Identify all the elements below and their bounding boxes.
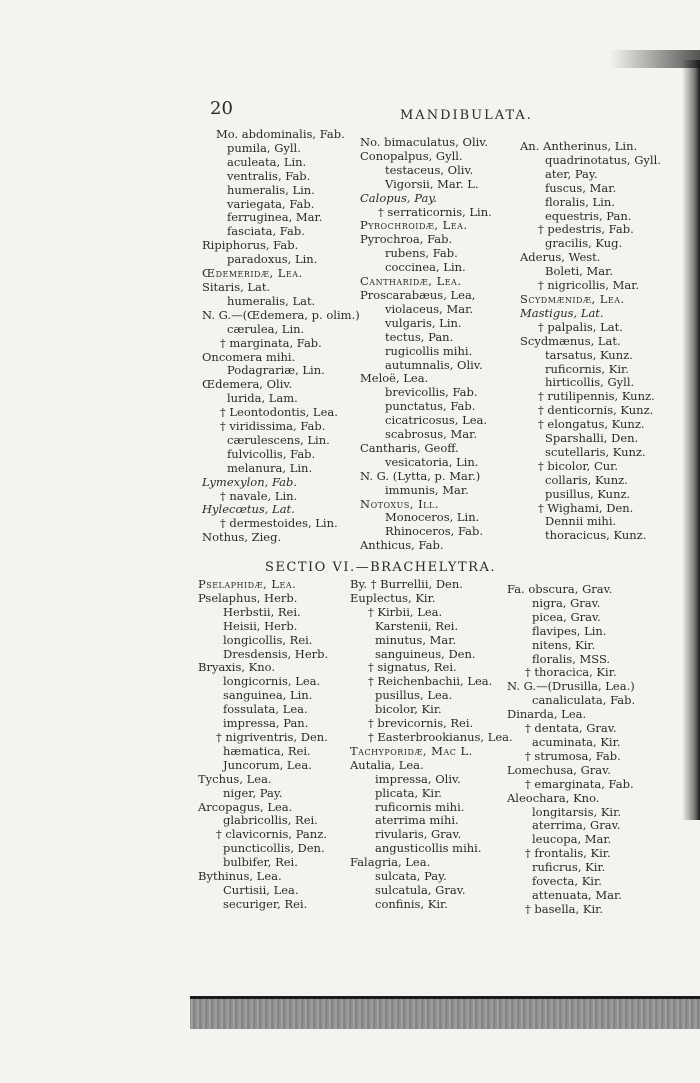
species-entry: fuscus, Mar.	[545, 180, 617, 195]
species-entry: humeralis, Lat.	[227, 293, 316, 308]
species-entry: † frontalis, Kir.	[525, 846, 611, 861]
species-entry: flavipes, Lin.	[532, 623, 607, 638]
species-entry: lurida, Lam.	[227, 391, 298, 406]
species-entry: collaris, Kunz.	[545, 472, 628, 487]
species-entry: By. † Burrellii, Den.	[350, 577, 463, 591]
species-entry: impressa, Oliv.	[375, 771, 461, 786]
species-entry: tarsatus, Kunz.	[545, 347, 633, 362]
species-entry: tectus, Pan.	[385, 329, 454, 344]
species-entry: Dennii mihi.	[545, 514, 617, 529]
species-entry: N. G.—(Drusilla, Lea.)	[507, 679, 635, 694]
species-entry: bulbifer, Rei.	[223, 855, 298, 870]
species-entry: nigra, Grav.	[532, 595, 601, 610]
species-entry: cicatricosus, Lea.	[385, 413, 488, 428]
species-entry: ventralis, Fab.	[227, 168, 311, 183]
species-entry: † Easterbrookianus, Lea.	[368, 729, 513, 744]
species-entry: ruficornis, Kir.	[545, 361, 629, 376]
species-entry: † serraticornis, Lin.	[378, 204, 492, 219]
species-entry: Scydmænidæ, Lea.	[520, 291, 625, 306]
species-entry: ater, Pay.	[545, 166, 598, 181]
species-entry: floralis, Lin.	[545, 194, 615, 209]
species-entry: † Reichenbachii, Lea.	[368, 674, 493, 689]
species-entry: securiger, Rei.	[223, 896, 308, 911]
species-entry: sanguinea, Lin.	[223, 688, 313, 703]
species-entry: Dinarda, Lea.	[507, 707, 587, 722]
species-entry: Mo. abdominalis, Fab.	[216, 127, 345, 141]
species-entry: Arcopagus, Lea.	[198, 799, 293, 814]
species-entry: † Kirbii, Lea.	[368, 604, 443, 619]
species-entry: Dresdensis, Herb.	[223, 646, 329, 661]
species-entry: Meloë, Lea.	[360, 371, 429, 386]
species-entry: Conopalpus, Gyll.	[360, 148, 463, 163]
species-entry: † marginata, Fab.	[220, 335, 322, 350]
species-column-upper-2	[360, 136, 492, 553]
species-entry: pumila, Gyll.	[227, 140, 301, 155]
species-entry: equestris, Pan.	[545, 208, 632, 223]
species-entry: longicollis, Rei.	[223, 632, 313, 647]
species-entry: glabricollis, Rei.	[223, 813, 318, 828]
species-entry: plicata, Kir.	[375, 785, 442, 800]
species-entry: Mastigus, Lat.	[520, 305, 604, 320]
species-column-lower-3	[507, 583, 635, 917]
species-entry: Pyrochroidæ, Lea.	[360, 218, 468, 233]
species-entry: confinis, Kir.	[375, 896, 448, 911]
species-entry: Sitaris, Lat.	[202, 279, 271, 294]
species-entry: melanura, Lin.	[227, 460, 313, 475]
species-entry: † basella, Kir.	[525, 901, 604, 916]
species-entry: Pselaphidæ, Lea.	[198, 577, 297, 591]
species-entry: brevicollis, Fab.	[385, 385, 478, 400]
species-entry: Aderus, West.	[520, 250, 601, 265]
species-entry: Euplectus, Kir.	[350, 590, 436, 605]
species-entry: Boleti, Mar.	[545, 264, 613, 279]
species-entry: † dentata, Grav.	[525, 721, 617, 736]
species-column-upper-1	[202, 128, 360, 545]
species-entry: Karstenii, Rei.	[375, 618, 459, 633]
species-entry: † brevicornis, Rei.	[368, 716, 474, 731]
species-entry: Notoxus, Ill.	[360, 496, 439, 511]
species-entry: Lomechusa, Grav.	[507, 762, 611, 777]
running-head: MANDIBULATA.	[400, 108, 533, 123]
species-entry: † emarginata, Fab.	[525, 776, 634, 791]
species-entry: Cantharidæ, Lea.	[360, 274, 462, 289]
page-bottom-edge	[190, 996, 700, 1029]
species-entry: rubens, Fab.	[385, 246, 458, 261]
species-entry: † rutilipennis, Kunz.	[538, 389, 655, 404]
species-entry: † nigriventris, Den.	[216, 729, 328, 744]
species-entry: testaceus, Oliv.	[385, 162, 474, 177]
species-entry: puncticollis, Den.	[223, 841, 325, 856]
species-entry: Falagria, Lea.	[350, 855, 431, 870]
species-entry: Podagrariæ, Lin.	[227, 363, 325, 378]
species-column-lower-2	[350, 578, 513, 912]
species-entry: † pedestris, Fab.	[538, 222, 634, 237]
species-entry: variegata, Fab.	[227, 196, 315, 211]
species-entry: ruficrus, Kir.	[532, 860, 606, 875]
species-entry: leucopa, Mar.	[532, 832, 612, 847]
species-entry: † signatus, Rei.	[368, 660, 457, 675]
species-entry: ferruginea, Mar.	[227, 210, 323, 225]
species-entry: Cantharis, Geoff.	[360, 440, 459, 455]
species-entry: Heisii, Herb.	[223, 618, 298, 633]
species-entry: Curtisii, Lea.	[223, 882, 299, 897]
species-entry: rugicollis mihi.	[385, 343, 473, 358]
species-column-upper-3	[520, 140, 661, 543]
species-entry: aterrima, Grav.	[532, 818, 621, 833]
species-entry: violaceus, Mar.	[385, 301, 474, 316]
species-entry: Bryaxis, Kno.	[198, 660, 276, 675]
species-entry: † denticornis, Kunz.	[538, 403, 654, 418]
species-entry: punctatus, Fab.	[385, 399, 476, 414]
species-entry: Proscarabæus, Lea,	[360, 287, 476, 302]
species-entry: Herbstii, Rei.	[223, 604, 301, 619]
species-entry: Aleochara, Kno.	[507, 790, 600, 805]
species-entry: fulvicollis, Fab.	[227, 446, 316, 461]
species-entry: Lymexylon, Fab.	[202, 474, 298, 489]
species-entry: Autalia, Lea.	[350, 757, 424, 772]
species-entry: bicolor, Kir.	[375, 702, 442, 717]
species-entry: Monoceros, Lin.	[385, 510, 480, 525]
species-entry: pusillus, Kunz.	[545, 486, 631, 501]
species-entry: Fa. obscura, Grav.	[507, 582, 613, 596]
species-entry: canaliculata, Fab.	[532, 693, 636, 708]
book-spine-shadow	[682, 60, 700, 820]
species-entry: scutellaris, Kunz.	[545, 444, 646, 459]
species-entry: scabrosus, Mar.	[385, 427, 478, 442]
species-entry: floralis, MSS.	[532, 651, 611, 666]
species-entry: immunis, Mar.	[385, 482, 469, 497]
species-entry: nitens, Kir.	[532, 637, 596, 652]
species-entry: An. Antherinus, Lin.	[520, 139, 638, 153]
species-entry: N. G.—(Œdemera, p. olim.)	[202, 307, 360, 322]
species-entry: fossulata, Lea.	[223, 702, 308, 717]
species-entry: Calopus, Pay.	[360, 190, 437, 205]
species-entry: autumnalis, Oliv.	[385, 357, 483, 372]
species-entry: † Wighami, Den.	[538, 500, 634, 515]
species-entry: Œdemeridæ, Lea.	[202, 266, 303, 281]
species-entry: gracilis, Kug.	[545, 236, 623, 251]
species-entry: † navale, Lin.	[220, 488, 298, 503]
species-entry: picea, Grav.	[532, 609, 601, 624]
species-entry: Nothus, Zieg.	[202, 530, 282, 545]
species-entry: sulcata, Pay.	[375, 869, 447, 884]
species-entry: cærulescens, Lin.	[227, 432, 330, 447]
species-entry: † strumosa, Fab.	[525, 748, 621, 763]
species-entry: † viridissima, Fab.	[220, 419, 326, 434]
species-entry: angusticollis mihi.	[375, 841, 482, 856]
species-column-lower-1	[198, 578, 328, 912]
species-entry: sanguineus, Den.	[375, 646, 476, 661]
species-entry: Tachyporidæ, Mac L.	[350, 743, 473, 758]
species-entry: Rhinoceros, Fab.	[385, 524, 484, 539]
species-entry: † clavicornis, Panz.	[216, 827, 327, 842]
species-entry: Bythinus, Lea.	[198, 869, 282, 884]
species-entry: † Leontodontis, Lea.	[220, 405, 338, 420]
species-entry: † bicolor, Cur.	[538, 458, 619, 473]
species-entry: Vigorsii, Mar. L.	[385, 176, 479, 191]
species-entry: Hylecœtus, Lat.	[202, 502, 295, 517]
species-entry: † dermestoides, Lin.	[220, 516, 338, 531]
species-entry: rivularis, Grav.	[375, 827, 462, 842]
species-entry: thoracicus, Kunz.	[545, 528, 647, 543]
species-entry: pusillus, Lea.	[375, 688, 453, 703]
species-entry: hæmatica, Rei.	[223, 743, 311, 758]
species-entry: minutus, Mar.	[375, 632, 457, 647]
species-entry: Tychus, Lea.	[198, 771, 272, 786]
species-entry: niger, Pay.	[223, 785, 283, 800]
species-entry: N. G. (Lytta, p. Mar.)	[360, 468, 481, 483]
species-entry: aterrima mihi.	[375, 813, 459, 828]
species-entry: Pselaphus, Herb.	[198, 590, 298, 605]
species-entry: fovecta, Kir.	[532, 874, 602, 889]
species-entry: † elongatus, Kunz.	[538, 417, 645, 432]
species-entry: longicornis, Lea.	[223, 674, 321, 689]
species-entry: Oncomera mihi.	[202, 349, 296, 364]
species-entry: paradoxus, Lin.	[227, 252, 318, 267]
species-entry: hirticollis, Gyll.	[545, 375, 635, 390]
species-entry: sulcatula, Grav.	[375, 882, 466, 897]
species-entry: † thoracica, Kir.	[525, 665, 617, 680]
species-entry: humeralis, Lin.	[227, 182, 315, 197]
species-entry: Pyrochroa, Fab.	[360, 232, 453, 247]
species-entry: fasciata, Fab.	[227, 224, 305, 239]
species-entry: ruficornis mihi.	[375, 799, 465, 814]
species-entry: attenuata, Mar.	[532, 887, 622, 902]
species-entry: No. bimaculatus, Oliv.	[360, 135, 489, 149]
species-entry: coccinea, Lin.	[385, 260, 466, 275]
species-entry: Juncorum, Lea.	[223, 757, 312, 772]
species-entry: † nigricollis, Mar.	[538, 278, 640, 293]
species-entry: vesicatoria, Lin.	[385, 454, 479, 469]
species-entry: aculeata, Lin.	[227, 154, 307, 169]
page-number: 20	[210, 98, 233, 119]
species-entry: Anthicus, Fab.	[360, 538, 444, 553]
species-entry: impressa, Pan.	[223, 716, 309, 731]
species-entry: cærulea, Lin.	[227, 321, 305, 336]
species-entry: Sparshalli, Den.	[545, 431, 639, 446]
species-entry: longitarsis, Kir.	[532, 804, 621, 819]
species-entry: Scydmænus, Lat.	[520, 333, 621, 348]
species-entry: Œdemera, Oliv.	[202, 377, 293, 392]
species-entry: quadrinotatus, Gyll.	[545, 152, 661, 167]
section-heading: SECTIO VI.—BRACHELYTRA.	[265, 560, 496, 575]
species-entry: † palpalis, Lat.	[538, 319, 623, 334]
species-entry: vulgaris, Lin.	[385, 315, 462, 330]
species-entry: Ripiphorus, Fab.	[202, 238, 299, 253]
species-entry: acuminata, Kir.	[532, 734, 621, 749]
